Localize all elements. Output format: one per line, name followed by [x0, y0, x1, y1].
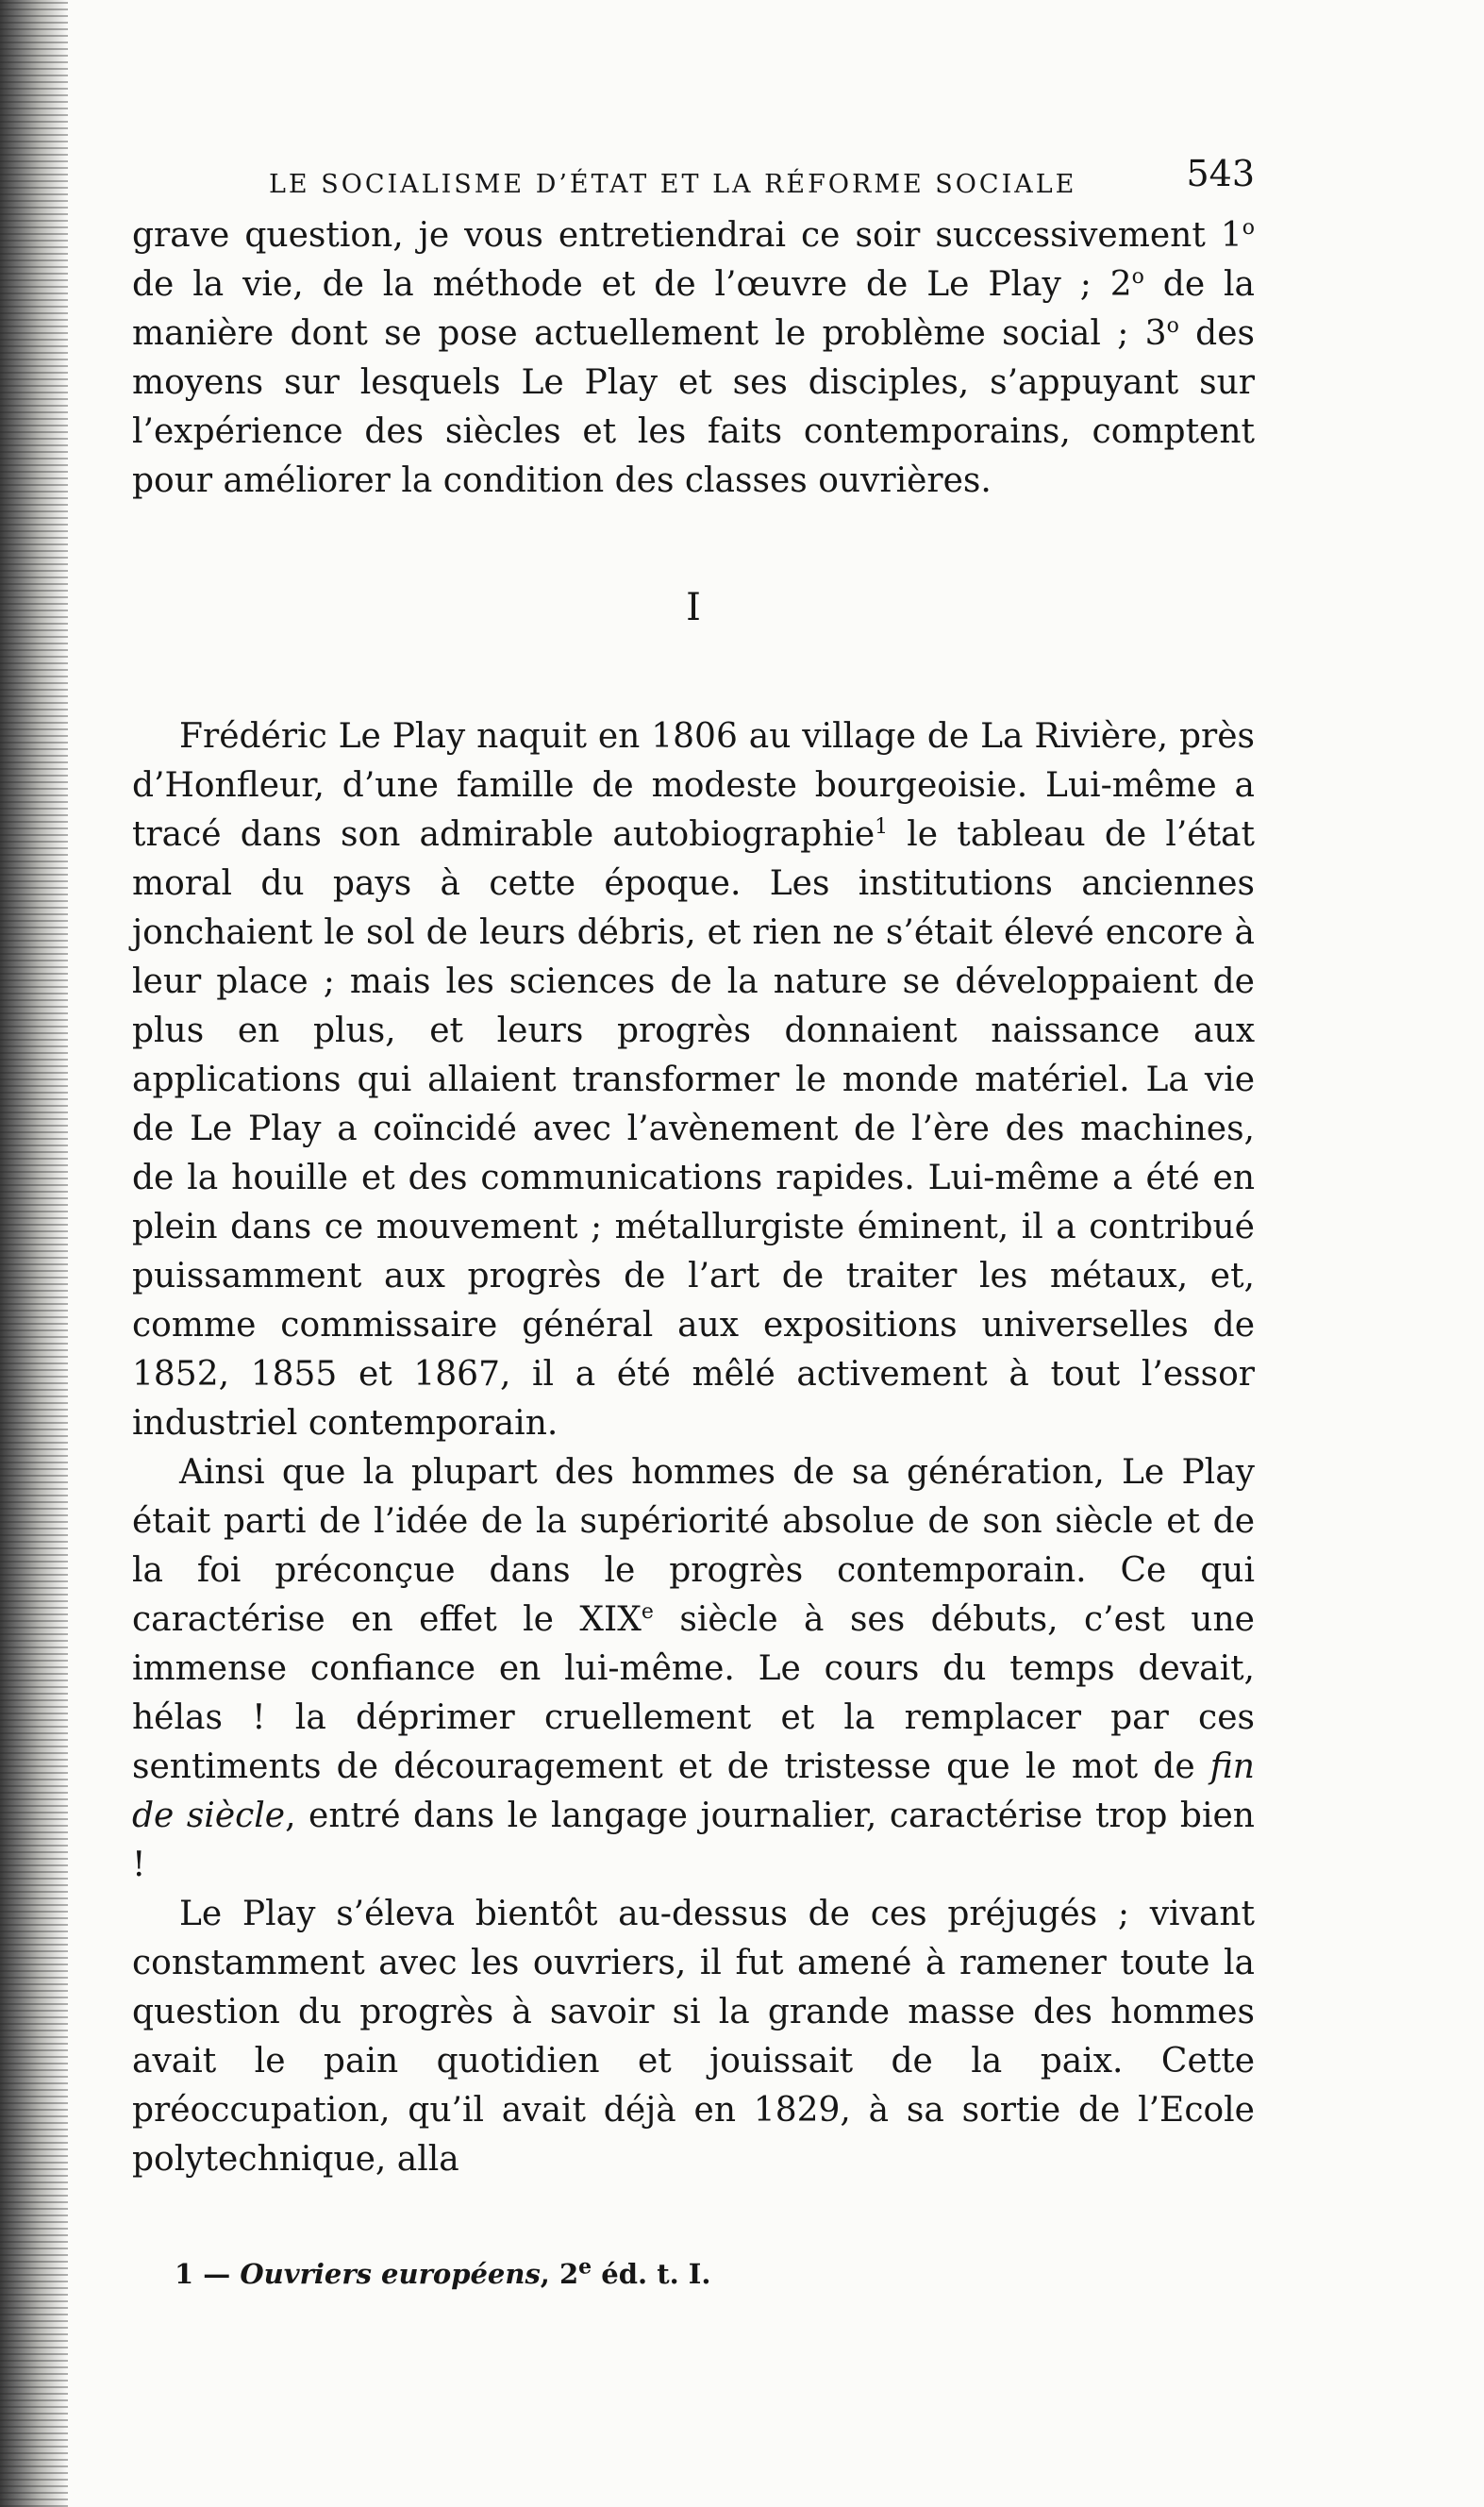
paragraph-generation: Ainsi que la plupart des hommes de sa génération, Le Play était parti de l’idée de la supériorité absolue de son siècle et de la foi préconçue dans le progrès contemporain. Ce qui caractérise en effet le XIXe siècle à ses débuts, c’est une immense confiance en lui-même. Le cours du temps devait, hélas ! la déprimer cruellement et la remplacer par ces sentiments de découragement et de tristesse que le mot de fin de siècle, entré dans le langage journalier, caractérise trop bien !	[132, 1453, 1255, 1884]
binding-edge-shadow	[0, 0, 68, 2507]
footnote-title: Ouvriers européens	[240, 2258, 541, 2290]
book-page	[132, 142, 1255, 2290]
section-heading: I	[686, 586, 701, 629]
footnote: 1 — Ouvriers européens, 2e éd. t. I.	[175, 2254, 711, 2290]
footnote-reference[interactable]: 1	[875, 815, 889, 839]
paragraph-workers: Le Play s’éleva bientôt au-dessus de ces préjugés ; vivant constamment avec les ouvriers, il fut amené à ramener toute la question du progrès à savoir si la grande masse des hommes avait le pain quotidien et jouissait de la paix. Cette préoccupation, qu’il avait déjà en 1829, à sa sortie de l’Ecole polytechnique, alla	[132, 1895, 1255, 2179]
paragraph-le-play-birth: Frédéric Le Play naquit en 1806 au village de La Rivière, près d’Honfleur, d’une famille de modeste bourgeoisie. Lui-même a tracé dans son admirable autobiographie$^1$ le tableau de l’état moral du pays à cette époque. Les institutions anciennes jonchaient le sol de leurs débris, et rien ne s’était élevé encore à leur place ; mais les sciences de la nature se développaient de plus en plus, et leurs progrès donnaient naissance aux applications qui allaient transformer le monde matériel. La vie de Le Play a coïncidé avec l’avènement de l’ère des machines, de la houille et des communications rapides. Lui-même a été en plein dans ce mouvement ; métallurgiste éminent, il a contribué puissamment aux progrès de l’art de traiter les métaux, et, comme commissaire général aux expositions universelles de 1852, 1855 et 1867, il a été mêlé activement à tout l’essor industriel contemporain.	[132, 717, 1255, 1443]
footnote-marker: 1 —	[175, 2258, 231, 2290]
page-number: 543	[1186, 153, 1255, 194]
italic-phrase: fin de siècle	[132, 1747, 1255, 1835]
running-head	[132, 142, 1255, 208]
intro-paragraph: grave question, je vous entretiendrai ce soir successivement 1$^o$ de la vie, de la méthode et de l’œuvre de Le Play ; 2$^o$ de la manière dont se pose actuellement le problème social ; 3$^o$ des moyens sur lesquels Le Play et ses disciples, s’appuyant sur l’expérience des siècles et les faits contemporains, comptent pour améliorer la condition des classes ouvrières.	[132, 216, 1255, 500]
running-title: LE SOCIALISME D’ÉTAT ET LA RÉFORME SOCIALE	[269, 170, 1077, 199]
